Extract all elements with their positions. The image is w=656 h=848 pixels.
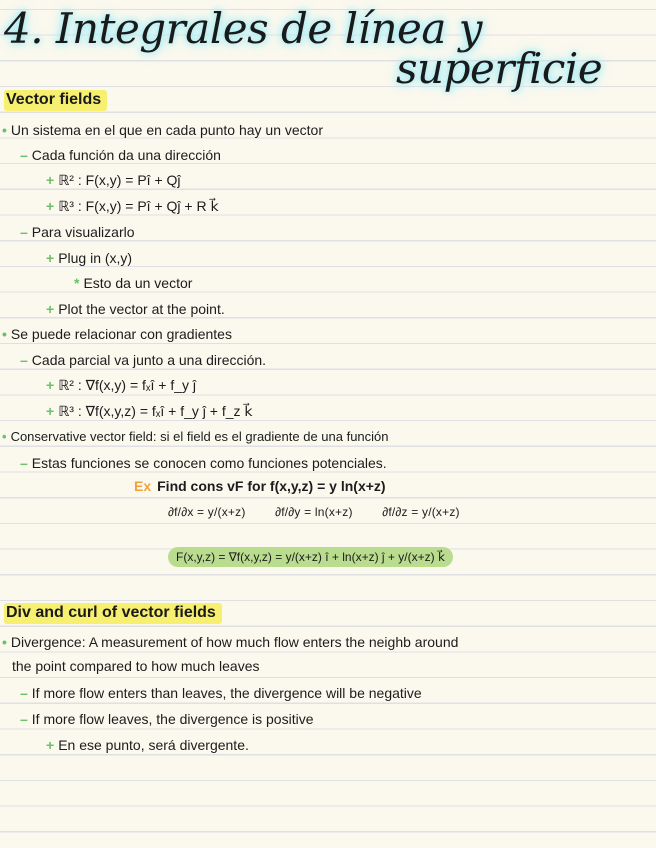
partial-derivatives: [168, 505, 486, 519]
example-tag: Ex: [134, 478, 152, 494]
page-title-line-2: superficie: [396, 44, 603, 93]
plus-marker: +: [46, 172, 55, 188]
list-item-text: Plot the vector at the point.: [58, 301, 225, 317]
list-item: [46, 300, 225, 318]
plus-marker: +: [46, 403, 55, 419]
partial-x: ∂f/∂x = y/(x+z): [168, 505, 246, 519]
list-item-text: Conservative vector field: si el field es el gradiente de una función: [10, 429, 389, 444]
list-item: [2, 633, 458, 651]
list-item: [20, 223, 135, 241]
plus-marker: +: [46, 737, 55, 753]
list-item-text: the point compared to how much leaves: [12, 658, 260, 674]
bullet-marker: •: [2, 634, 7, 650]
list-item: [46, 249, 132, 267]
list-item-text: Plug in (x,y): [58, 250, 133, 266]
list-item: [20, 351, 266, 369]
list-item: [2, 325, 232, 343]
star-marker: *: [74, 275, 80, 291]
result-highlight: F(x,y,z) = ∇f(x,y,z) = y/(x+z) î + ln(x+z) ĵ + y/(x+z) k⃗: [168, 547, 453, 567]
example-text: Find cons vF for f(x,y,z) = y ln(x+z): [157, 478, 386, 494]
page-title-line-1: 4. Integrales de línea y: [4, 4, 482, 53]
list-item: [46, 197, 219, 215]
plus-marker: +: [46, 377, 55, 393]
list-item: [12, 657, 259, 675]
bullet-marker: •: [2, 326, 7, 342]
section-heading-div-and-curl: Div and curl of vector fields: [4, 603, 222, 624]
list-item-text: ℝ³ : ∇f(x,y,z) = fₓî + f_y ĵ + f_z k⃗: [58, 403, 253, 419]
section-heading-vector-fields: Vector fields: [4, 90, 107, 111]
dash-marker: –: [20, 685, 28, 701]
bullet-marker: •: [2, 429, 7, 444]
list-item-text: Esto da un vector: [83, 275, 193, 291]
list-item: [2, 121, 323, 139]
list-item-text: ℝ³ : F(x,y) = Pî + Qĵ + R k⃗: [58, 198, 219, 214]
plus-marker: +: [46, 301, 55, 317]
list-item-text: Un sistema en el que en cada punto hay un vector: [10, 122, 323, 138]
list-item-text: Cada función da una dirección: [31, 147, 221, 163]
list-item-text: Se puede relacionar con gradientes: [10, 326, 232, 342]
partial-y: ∂f/∂y = ln(x+z): [275, 505, 353, 519]
list-item: [20, 684, 422, 702]
list-item: [46, 171, 181, 189]
list-item-text: Para visualizarlo: [31, 224, 135, 240]
example-problem: [134, 478, 386, 494]
list-item: [20, 146, 221, 164]
list-item-text: Cada parcial va junto a una dirección.: [31, 352, 267, 368]
dash-marker: –: [20, 455, 28, 471]
list-item: [2, 428, 389, 446]
plus-marker: +: [46, 198, 55, 214]
list-item-text: ℝ² : ∇f(x,y) = fₓî + f_y ĵ: [58, 377, 197, 393]
list-item-text: If more flow leaves, the divergence is positive: [31, 711, 314, 727]
plus-marker: +: [46, 250, 55, 266]
list-item: [20, 710, 314, 728]
dash-marker: –: [20, 711, 28, 727]
list-item-text: En ese punto, será divergente.: [58, 737, 249, 753]
dash-marker: –: [20, 147, 28, 163]
list-item-text: Estas funciones se conocen como funciones potenciales.: [31, 455, 387, 471]
list-item-text: ℝ² : F(x,y) = Pî + Qĵ: [58, 172, 181, 188]
partial-z: ∂f/∂z = y/(x+z): [382, 505, 460, 519]
list-item: [46, 402, 253, 420]
dash-marker: –: [20, 352, 28, 368]
list-item: [20, 454, 387, 472]
list-item: [74, 274, 192, 292]
dash-marker: –: [20, 224, 28, 240]
list-item-text: Divergence: A measurement of how much flow enters the neighb around: [10, 634, 459, 650]
bullet-marker: •: [2, 122, 7, 138]
list-item-text: If more flow enters than leaves, the divergence will be negative: [31, 685, 422, 701]
list-item: [46, 376, 196, 394]
list-item: [46, 736, 249, 754]
